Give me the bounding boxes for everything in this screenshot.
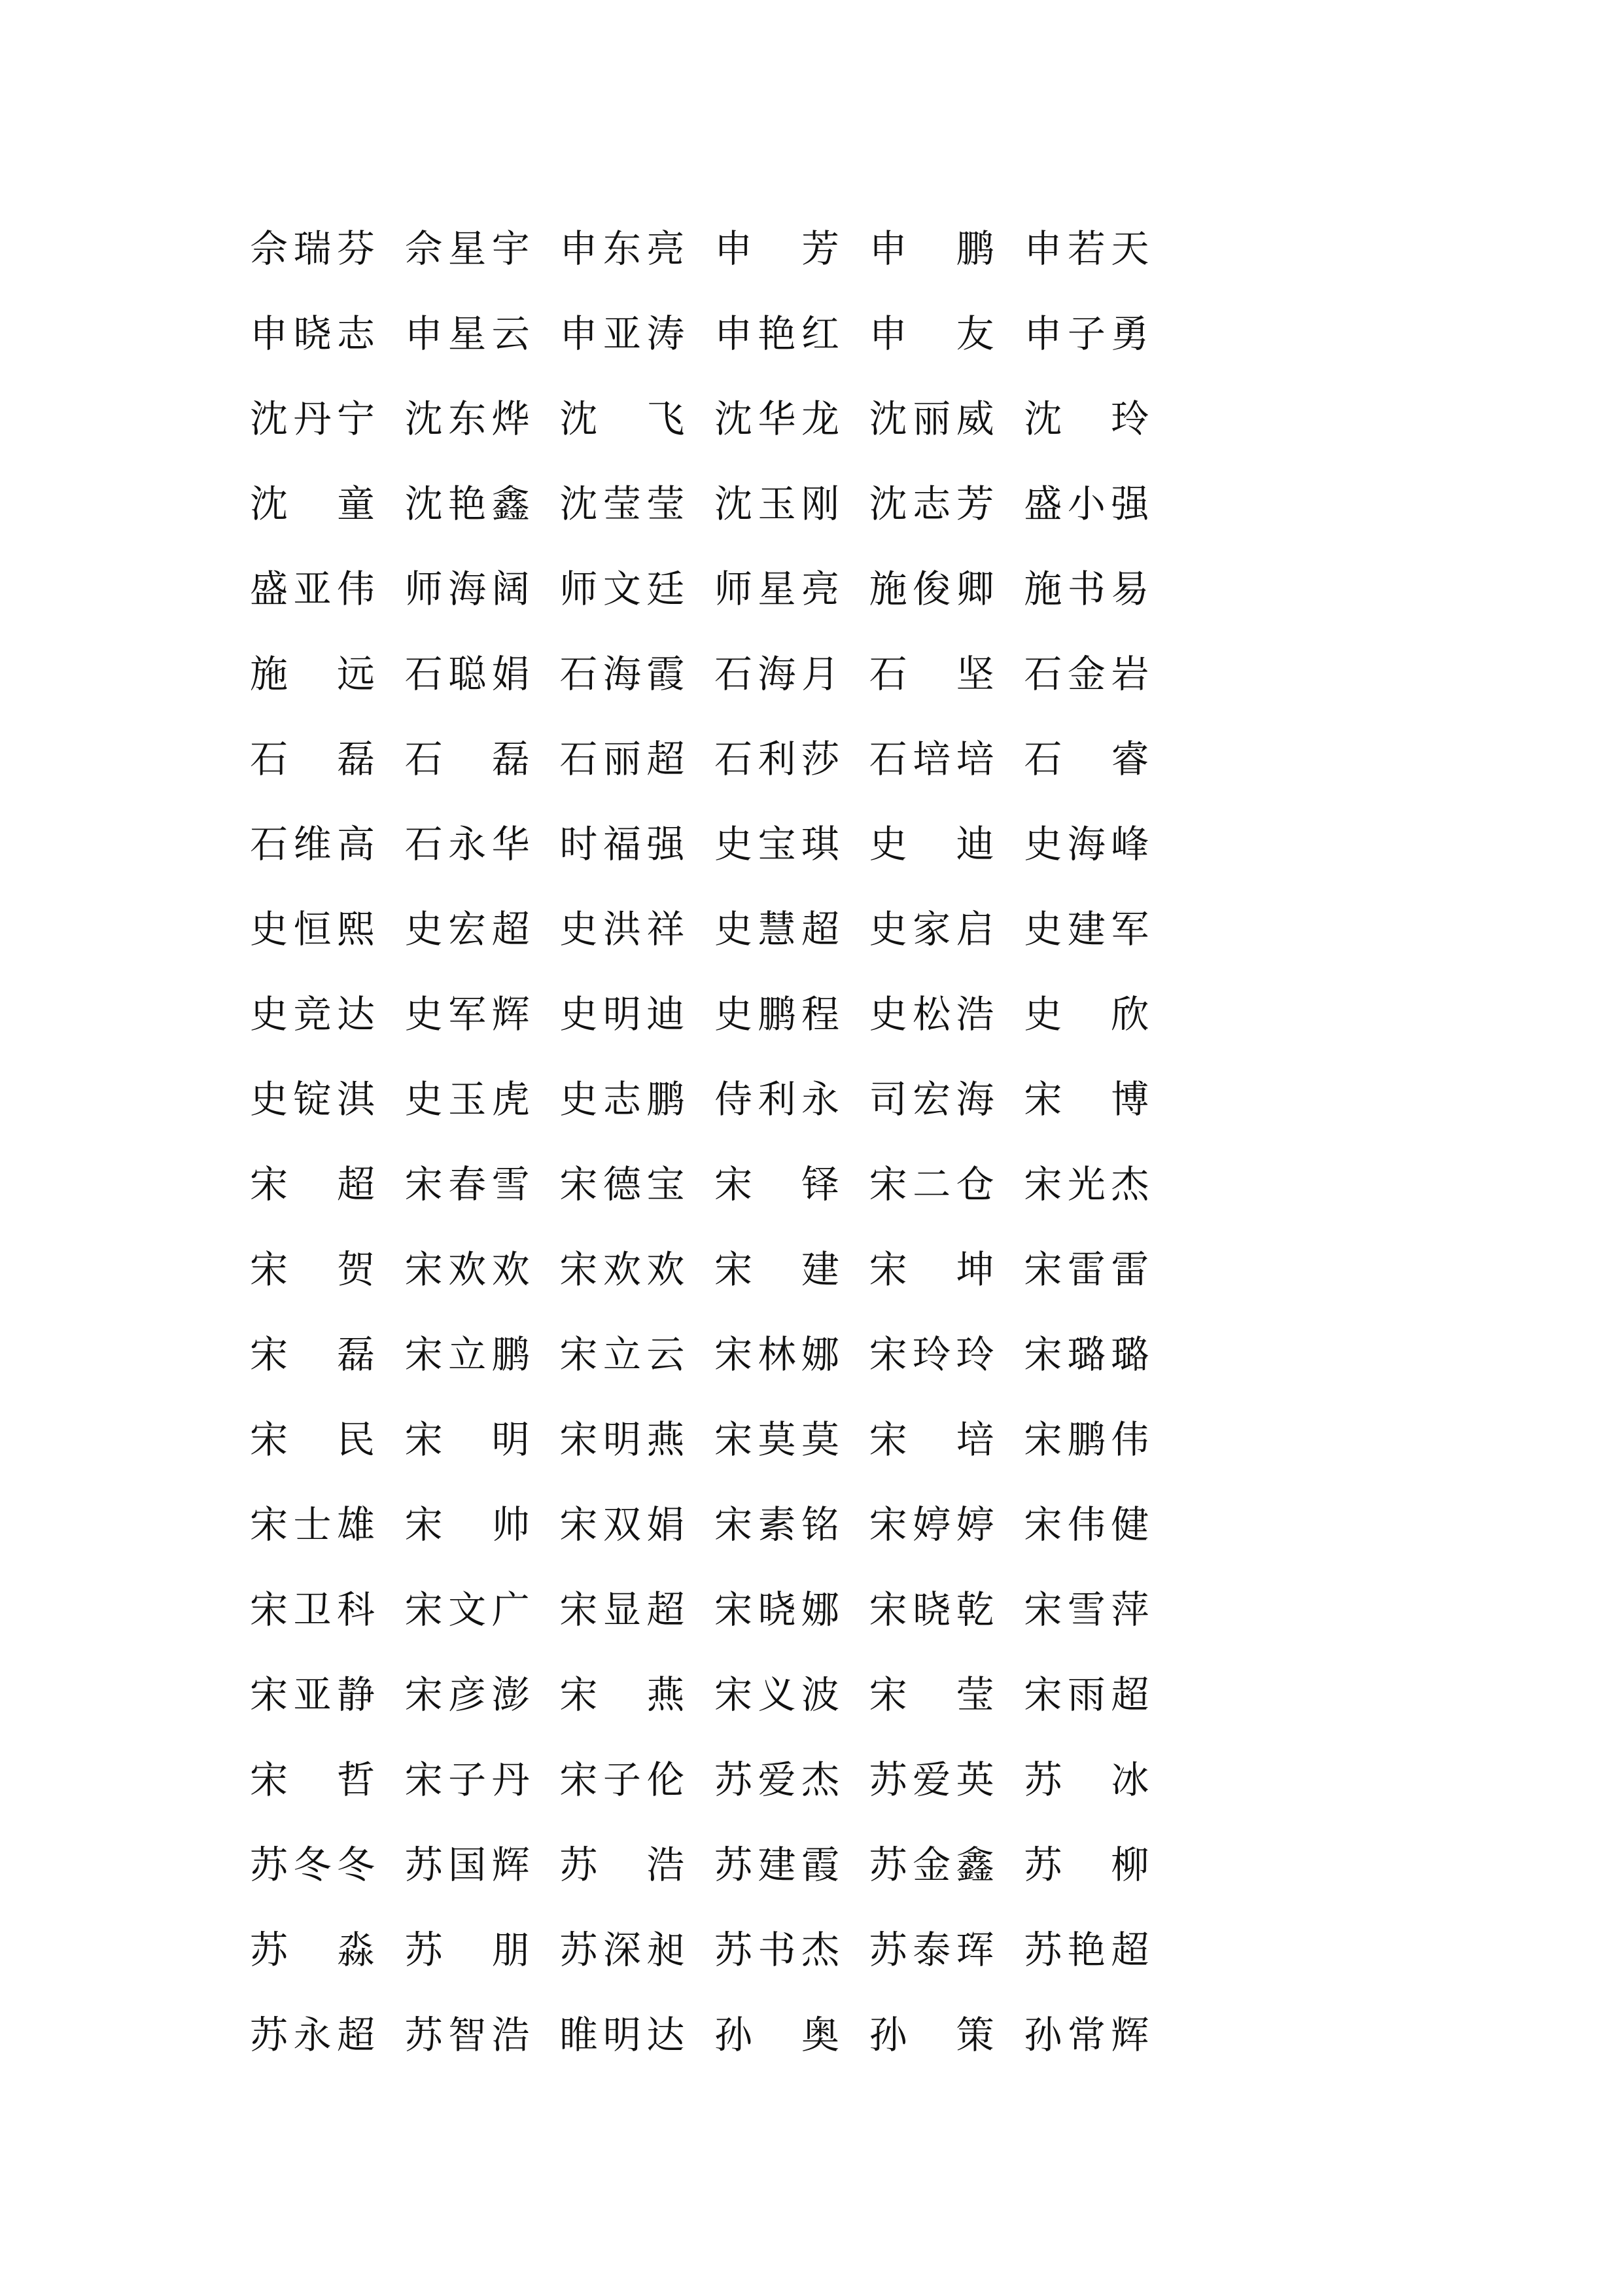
name-text: 宋 伟 健 (1024, 1502, 1149, 1547)
name-text: 苏 智 浩 (404, 2013, 530, 2057)
name-text: 佘 星 宇 (404, 226, 530, 271)
name-entry (868, 1907, 1023, 1992)
name-entry (404, 291, 559, 376)
name-entry (713, 1737, 868, 1822)
name-row (249, 716, 1178, 802)
name-row (249, 1567, 1178, 1652)
name-entry (404, 1737, 559, 1822)
name-entry (249, 1057, 404, 1142)
name-entry (558, 802, 713, 887)
name-text: 佘 瑞 芬 (249, 226, 375, 271)
name-entry (868, 1652, 1023, 1737)
name-text: 苏 深 昶 (559, 1928, 685, 1972)
name-entry (1022, 1907, 1178, 1992)
name-text: 史 鹏 程 (714, 992, 840, 1036)
name-entry (404, 1567, 559, 1652)
name-entry (249, 1567, 404, 1652)
name-text: 宋 玲 玲 (869, 1332, 994, 1377)
name-entry (868, 1397, 1023, 1482)
name-entry (713, 546, 868, 631)
name-text: 申 晓 志 (249, 311, 375, 356)
name-text: 宋 明 燕 (559, 1417, 685, 1462)
name-row (249, 546, 1178, 631)
name-text: 石 金 岩 (1024, 652, 1149, 696)
name-text: 石 海 霞 (559, 652, 685, 696)
name-entry (868, 291, 1023, 376)
name-text: 申 芳 (714, 226, 840, 271)
name-text: 时 福 强 (559, 822, 685, 866)
name-text: 师 海 阔 (404, 567, 530, 611)
name-entry (558, 972, 713, 1057)
name-entry (713, 461, 868, 546)
name-entry (868, 1482, 1023, 1567)
name-row (249, 972, 1178, 1057)
name-text: 宋 春 雪 (404, 1162, 530, 1207)
name-entry (868, 1227, 1023, 1312)
name-text: 沈 玉 刚 (714, 482, 840, 526)
name-text: 苏 冬 冬 (249, 1843, 375, 1887)
name-text: 宋 立 鹏 (404, 1332, 530, 1377)
name-text: 宋 欢 欢 (559, 1247, 685, 1292)
name-row (249, 1057, 1178, 1142)
name-text: 宋 博 (1024, 1077, 1149, 1122)
name-entry (558, 1227, 713, 1312)
name-entry (868, 376, 1023, 461)
name-text: 沈 飞 (559, 397, 685, 441)
name-text: 宋 建 (714, 1247, 840, 1292)
name-entry (404, 1652, 559, 1737)
name-entry (868, 1822, 1023, 1907)
name-entry (558, 1057, 713, 1142)
name-text: 宋 婷 婷 (869, 1502, 994, 1547)
name-text: 石 磊 (404, 737, 530, 781)
name-text: 宋 双 娟 (559, 1502, 685, 1547)
name-text: 宋 卫 科 (249, 1587, 375, 1632)
name-text: 史 海 峰 (1024, 822, 1149, 866)
name-entry (868, 716, 1023, 802)
name-row (249, 1992, 1178, 2077)
name-text: 宋 鹏 伟 (1024, 1417, 1149, 1462)
name-entry (249, 1397, 404, 1482)
name-text: 宋 雪 萍 (1024, 1587, 1149, 1632)
name-entry (404, 1822, 559, 1907)
name-entry (404, 376, 559, 461)
name-entry (868, 1312, 1023, 1397)
name-text: 苏 建 霞 (714, 1843, 840, 1887)
name-text: 申 若 天 (1024, 226, 1149, 271)
name-text: 盛 亚 伟 (249, 567, 375, 611)
name-text: 宋 超 (249, 1162, 375, 1207)
name-text: 苏 艳 超 (1024, 1928, 1149, 1972)
name-text: 沈 玲 (1024, 397, 1149, 441)
name-text: 石 睿 (1024, 737, 1149, 781)
name-text: 石 坚 (869, 652, 994, 696)
name-text: 宋 光 杰 (1024, 1162, 1149, 1207)
name-text: 史 宝 琪 (714, 822, 840, 866)
name-entry (868, 1142, 1023, 1227)
name-text: 史 松 浩 (869, 992, 994, 1036)
name-entry (868, 1992, 1023, 2077)
name-text: 沈 东 烨 (404, 397, 530, 441)
name-text: 申 东 亮 (559, 226, 685, 271)
name-text: 宋 莫 莫 (714, 1417, 840, 1462)
name-entry (1022, 206, 1178, 291)
name-entry (558, 546, 713, 631)
name-row (249, 1822, 1178, 1907)
name-entry (558, 631, 713, 716)
name-entry (713, 376, 868, 461)
name-entry (558, 291, 713, 376)
name-text: 宋 二 仓 (869, 1162, 994, 1207)
name-entry (558, 887, 713, 972)
name-entry (1022, 291, 1178, 376)
name-text: 施 书 易 (1024, 567, 1149, 611)
name-text: 宋 子 伦 (559, 1757, 685, 1802)
name-text: 史 志 鹏 (559, 1077, 685, 1122)
name-text: 宋 坤 (869, 1247, 994, 1292)
name-text: 史 军 辉 (404, 992, 530, 1036)
name-text: 师 文 廷 (559, 567, 685, 611)
name-entry (713, 972, 868, 1057)
name-text: 史 宏 超 (404, 907, 530, 951)
name-row (249, 1482, 1178, 1567)
name-entry (713, 206, 868, 291)
name-entry (1022, 1397, 1178, 1482)
name-row (249, 1652, 1178, 1737)
name-row (249, 206, 1178, 291)
name-entry (1022, 1652, 1178, 1737)
name-text: 宋 帅 (404, 1502, 530, 1547)
name-entry (1022, 1992, 1178, 2077)
name-entry (249, 1907, 404, 1992)
name-text: 苏 冰 (1024, 1757, 1149, 1802)
name-text: 苏 书 杰 (714, 1928, 840, 1972)
name-entry (868, 1057, 1023, 1142)
name-entry (1022, 802, 1178, 887)
name-entry (713, 1312, 868, 1397)
name-entry (249, 972, 404, 1057)
name-entry (558, 206, 713, 291)
name-text: 申 艳 红 (714, 311, 840, 356)
name-text: 史 玉 虎 (404, 1077, 530, 1122)
name-entry (404, 1312, 559, 1397)
name-text: 苏 国 辉 (404, 1843, 530, 1887)
name-entry (558, 1567, 713, 1652)
name-text: 申 鹏 (869, 226, 994, 271)
name-text: 宋 贺 (249, 1247, 375, 1292)
name-entry (713, 716, 868, 802)
name-row (249, 1227, 1178, 1312)
name-entry (404, 631, 559, 716)
name-entry (404, 716, 559, 802)
name-entry (558, 461, 713, 546)
name-row (249, 802, 1178, 887)
name-text: 苏 永 超 (249, 2013, 375, 2057)
name-entry (249, 802, 404, 887)
name-text: 孙 奥 (714, 2013, 840, 2057)
name-text: 沈 莹 莹 (559, 482, 685, 526)
name-text: 沈 丽 威 (869, 397, 994, 441)
name-entry (1022, 972, 1178, 1057)
name-text: 司 宏 海 (869, 1077, 994, 1122)
name-text: 史 竞 达 (249, 992, 375, 1036)
name-text: 沈 华 龙 (714, 397, 840, 441)
name-row (249, 461, 1178, 546)
name-entry (1022, 1737, 1178, 1822)
name-text: 苏 柳 (1024, 1843, 1149, 1887)
name-text: 宋 子 丹 (404, 1757, 530, 1802)
name-row (249, 291, 1178, 376)
name-entry (713, 631, 868, 716)
name-entry (1022, 1142, 1178, 1227)
name-entry (1022, 716, 1178, 802)
name-text: 申 星 云 (404, 311, 530, 356)
name-entry (1022, 1312, 1178, 1397)
name-text: 史 欣 (1024, 992, 1149, 1036)
name-text: 苏 泰 珲 (869, 1928, 994, 1972)
name-row (249, 1142, 1178, 1227)
name-text: 史 锭 淇 (249, 1077, 375, 1122)
name-entry (404, 1227, 559, 1312)
name-text: 宋 素 铭 (714, 1502, 840, 1547)
name-entry (249, 1822, 404, 1907)
name-entry (249, 1992, 404, 2077)
name-entry (404, 461, 559, 546)
name-entry (558, 1652, 713, 1737)
name-text: 石 利 莎 (714, 737, 840, 781)
name-text: 宋 雨 超 (1024, 1672, 1149, 1717)
name-entry (249, 291, 404, 376)
name-entry (249, 1737, 404, 1822)
name-text: 师 星 亮 (714, 567, 840, 611)
name-text: 申 亚 涛 (559, 311, 685, 356)
name-text: 宋 显 超 (559, 1587, 685, 1632)
name-text: 盛 小 强 (1024, 482, 1149, 526)
name-text: 宋 晓 乾 (869, 1587, 994, 1632)
name-entry (1022, 376, 1178, 461)
name-entry (249, 1482, 404, 1567)
name-entry (404, 887, 559, 972)
name-entry (713, 887, 868, 972)
name-entry (713, 1567, 868, 1652)
name-text: 施 远 (249, 652, 375, 696)
name-entry (868, 546, 1023, 631)
name-entry (1022, 1567, 1178, 1652)
name-entry (404, 1907, 559, 1992)
name-text: 石 培 培 (869, 737, 994, 781)
name-text: 史 迪 (869, 822, 994, 866)
name-entry (558, 1737, 713, 1822)
name-text: 宋 立 云 (559, 1332, 685, 1377)
name-entry (249, 461, 404, 546)
name-entry (558, 716, 713, 802)
name-text: 石 磊 (249, 737, 375, 781)
name-text: 石 丽 超 (559, 737, 685, 781)
name-entry (249, 887, 404, 972)
name-entry (713, 1652, 868, 1737)
name-text: 沈 志 芳 (869, 482, 994, 526)
name-entry (404, 972, 559, 1057)
name-entry (868, 887, 1023, 972)
name-entry (1022, 1057, 1178, 1142)
name-entry (713, 1057, 868, 1142)
name-text: 宋 雷 雷 (1024, 1247, 1149, 1292)
name-entry (249, 1142, 404, 1227)
name-entry (868, 972, 1023, 1057)
name-row (249, 631, 1178, 716)
name-entry (868, 461, 1023, 546)
name-text: 宋 欢 欢 (404, 1247, 530, 1292)
name-text: 宋 晓 娜 (714, 1587, 840, 1632)
name-text: 施 俊 卿 (869, 567, 994, 611)
name-text: 侍 利 永 (714, 1077, 840, 1122)
name-text: 宋 士 雄 (249, 1502, 375, 1547)
name-text: 宋 彦 澎 (404, 1672, 530, 1717)
name-entry (249, 716, 404, 802)
name-entry (1022, 1822, 1178, 1907)
name-text: 宋 民 (249, 1417, 375, 1462)
name-entry (1022, 461, 1178, 546)
name-entry (249, 206, 404, 291)
name-entry (713, 1822, 868, 1907)
name-entry (713, 291, 868, 376)
name-entry (404, 206, 559, 291)
name-entry (558, 1482, 713, 1567)
name-entry (249, 1227, 404, 1312)
name-text: 苏 爱 英 (869, 1757, 994, 1802)
name-entry (404, 802, 559, 887)
name-entry (868, 1737, 1023, 1822)
name-entry (713, 1227, 868, 1312)
name-entry (713, 1482, 868, 1567)
name-text: 沈 童 (249, 482, 375, 526)
name-text: 申 友 (869, 311, 994, 356)
name-text: 石 聪 娟 (404, 652, 530, 696)
name-text: 宋 铎 (714, 1162, 840, 1207)
names-list (249, 206, 1178, 2077)
name-entry (713, 1992, 868, 2077)
name-text: 宋 哲 (249, 1757, 375, 1802)
name-text: 苏 爱 杰 (714, 1757, 840, 1802)
name-text: 宋 培 (869, 1417, 994, 1462)
name-entry (868, 631, 1023, 716)
name-text: 孙 策 (869, 2013, 994, 2057)
name-text: 沈 丹 宁 (249, 397, 375, 441)
name-entry (1022, 631, 1178, 716)
name-text: 苏 浩 (559, 1843, 685, 1887)
name-text: 史 洪 祥 (559, 907, 685, 951)
name-entry (249, 631, 404, 716)
name-text: 孙 常 辉 (1024, 2013, 1149, 2057)
name-text: 宋 璐 璐 (1024, 1332, 1149, 1377)
name-text: 石 海 月 (714, 652, 840, 696)
name-text: 宋 文 广 (404, 1587, 530, 1632)
name-text: 苏 朋 (404, 1928, 530, 1972)
name-entry (404, 1142, 559, 1227)
name-entry (558, 1312, 713, 1397)
name-text: 史 慧 超 (714, 907, 840, 951)
name-text: 史 明 迪 (559, 992, 685, 1036)
name-text: 宋 磊 (249, 1332, 375, 1377)
name-entry (249, 376, 404, 461)
name-text: 宋 德 宝 (559, 1162, 685, 1207)
name-entry (1022, 546, 1178, 631)
name-text: 史 恒 熙 (249, 907, 375, 951)
name-text: 睢 明 达 (559, 2013, 685, 2057)
name-text: 石 维 高 (249, 822, 375, 866)
name-text: 宋 燕 (559, 1672, 685, 1717)
name-entry (558, 1907, 713, 1992)
name-entry (249, 1652, 404, 1737)
name-entry (713, 1397, 868, 1482)
name-text: 申 子 勇 (1024, 311, 1149, 356)
name-row (249, 376, 1178, 461)
name-text: 沈 艳 鑫 (404, 482, 530, 526)
name-entry (249, 546, 404, 631)
name-entry (713, 1907, 868, 1992)
name-text: 宋 林 娜 (714, 1332, 840, 1377)
name-entry (1022, 1227, 1178, 1312)
name-entry (404, 1992, 559, 2077)
name-row (249, 1397, 1178, 1482)
name-entry (404, 1397, 559, 1482)
name-entry (1022, 1482, 1178, 1567)
name-text: 史 家 启 (869, 907, 994, 951)
name-text: 宋 明 (404, 1417, 530, 1462)
name-text: 宋 亚 静 (249, 1672, 375, 1717)
name-entry (1022, 887, 1178, 972)
name-entry (249, 1312, 404, 1397)
name-entry (404, 1057, 559, 1142)
name-entry (558, 1992, 713, 2077)
name-text: 苏 金 鑫 (869, 1843, 994, 1887)
name-entry (404, 546, 559, 631)
name-entry (404, 1482, 559, 1567)
name-entry (868, 1567, 1023, 1652)
name-row (249, 1907, 1178, 1992)
name-text: 宋 莹 (869, 1672, 994, 1717)
name-row (249, 887, 1178, 972)
name-entry (713, 1142, 868, 1227)
name-entry (558, 1822, 713, 1907)
name-row (249, 1737, 1178, 1822)
name-text: 苏 淼 (249, 1928, 375, 1972)
name-entry (713, 802, 868, 887)
name-text: 史 建 军 (1024, 907, 1149, 951)
name-text: 宋 义 波 (714, 1672, 840, 1717)
name-entry (558, 1397, 713, 1482)
name-text: 石 永 华 (404, 822, 530, 866)
name-entry (868, 206, 1023, 291)
name-entry (558, 376, 713, 461)
name-entry (558, 1142, 713, 1227)
name-row (249, 1312, 1178, 1397)
name-entry (868, 802, 1023, 887)
